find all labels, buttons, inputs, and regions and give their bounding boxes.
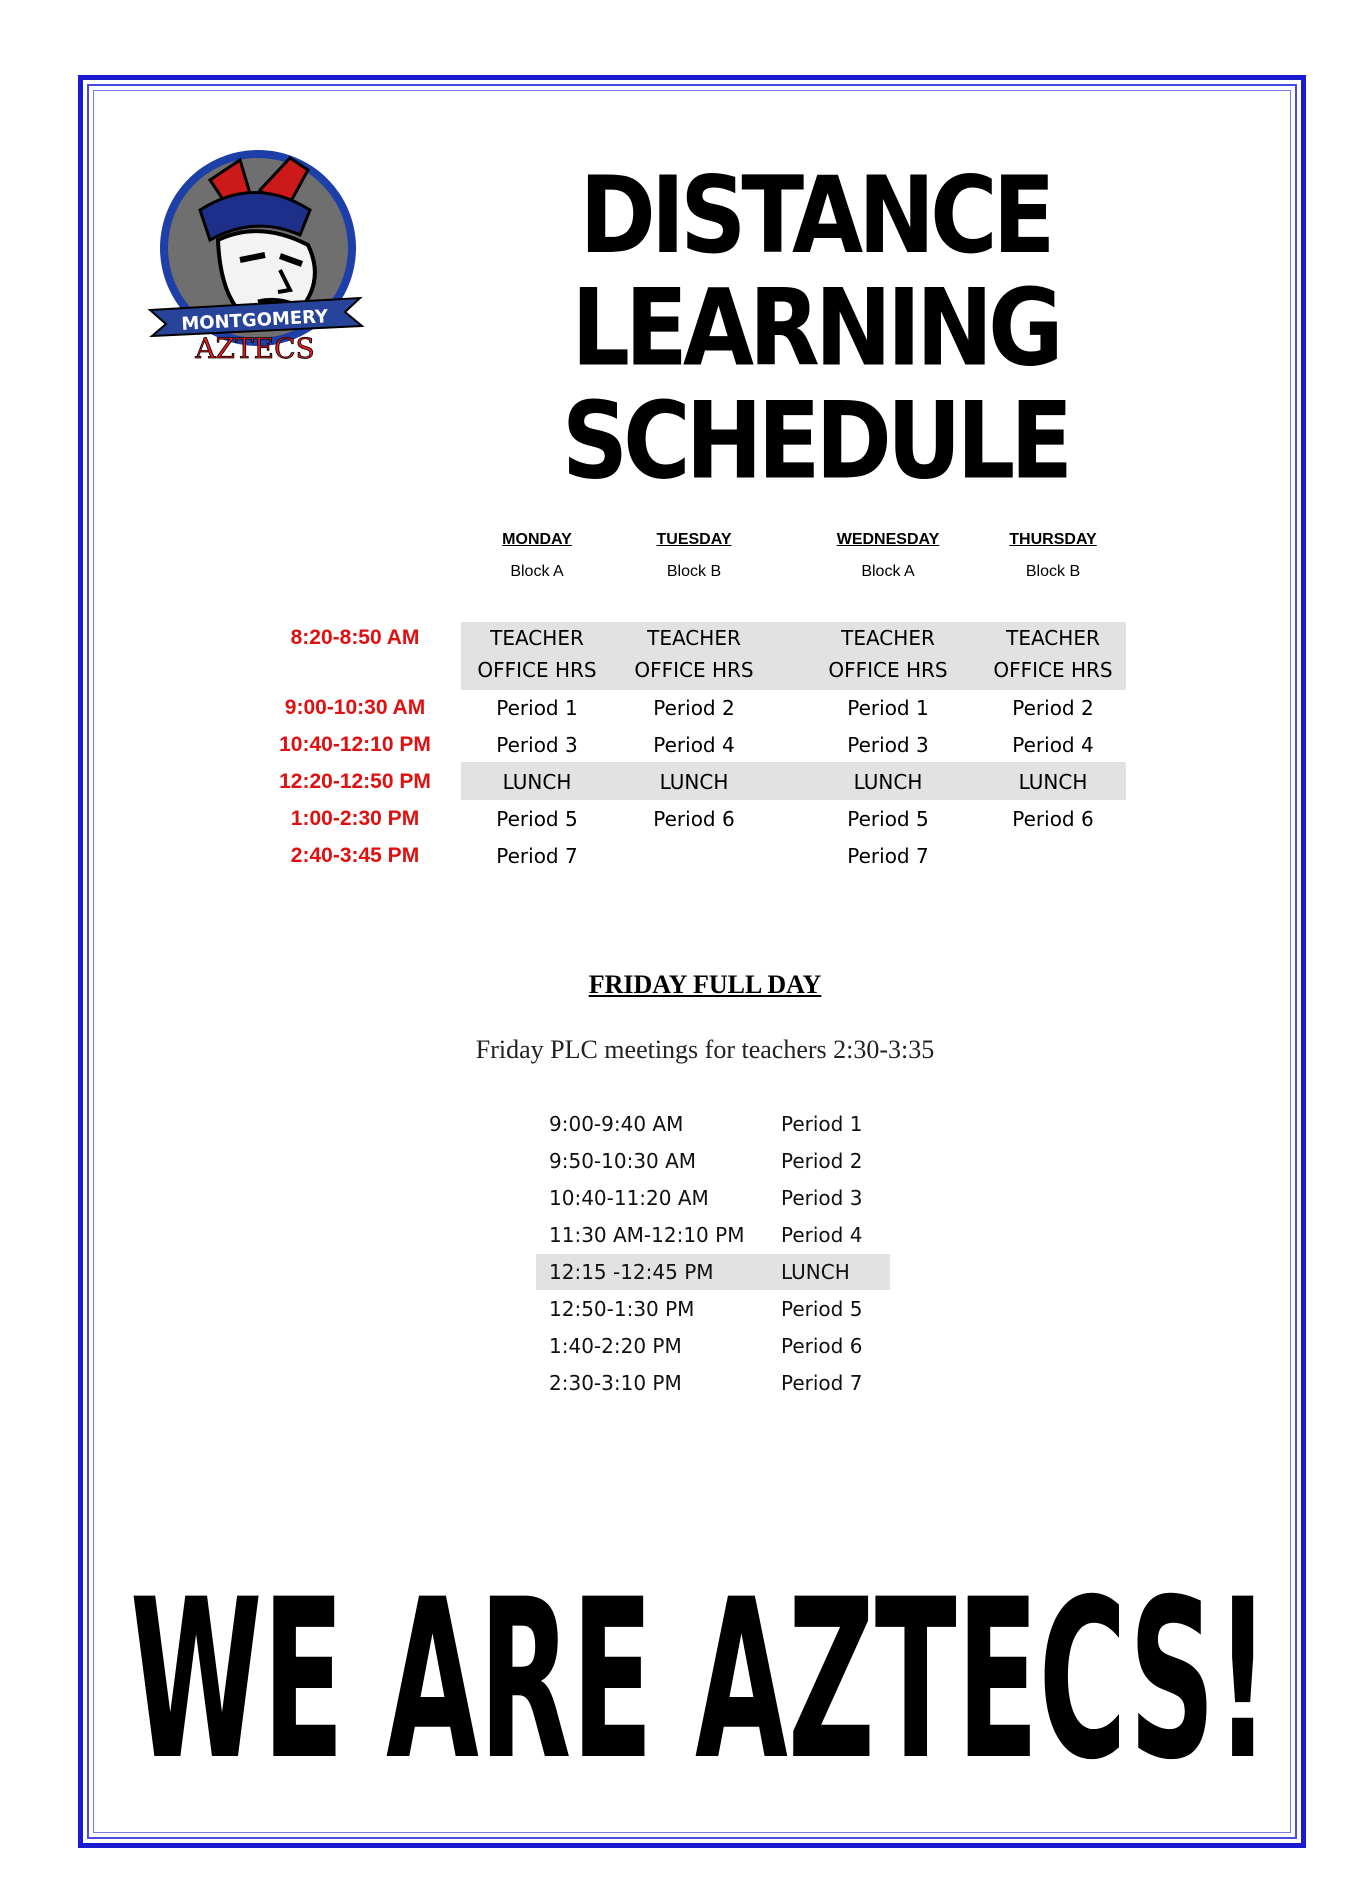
cell-monday-office-hrs: TEACHER OFFICE HRS	[477, 626, 597, 682]
column-header-wednesday	[803, 524, 973, 588]
cell-tuesday-office-hrs: TEACHER OFFICE HRS	[634, 626, 754, 682]
time-label: 1:00-2:30 PM	[290, 807, 420, 830]
friday-time: 10:40-11:20 AM	[549, 1186, 709, 1210]
page-title	[400, 154, 1230, 503]
friday-time: 11:30 AM-12:10 PM	[549, 1223, 745, 1247]
friday-time: 9:00-9:40 AM	[549, 1112, 684, 1136]
day-label: MONDAY	[502, 531, 572, 548]
cell-monday-lunch: LUNCH	[502, 770, 572, 794]
day-label: THURSDAY	[1009, 531, 1097, 548]
cell-thursday: Period 2	[1012, 696, 1094, 720]
cell-monday: Period 1	[496, 696, 578, 720]
friday-time: 1:40-2:20 PM	[549, 1334, 682, 1358]
aztec-mascot-icon	[140, 140, 370, 370]
cell-tuesday: Period 2	[653, 696, 735, 720]
friday-period: Period 6	[781, 1334, 863, 1358]
cell-wednesday: Period 1	[847, 696, 929, 720]
friday-period: Period 2	[781, 1149, 863, 1173]
logo-text-top: MONTGOMERY	[180, 306, 329, 335]
cell-tuesday: Period 6	[653, 807, 735, 831]
day-label: TUESDAY	[656, 531, 732, 548]
cell-wednesday: Period 3	[847, 733, 929, 757]
time-label: 8:20-8:50 AM	[290, 626, 420, 649]
time-label: 9:00-10:30 AM	[284, 696, 426, 719]
time-label: 10:40-12:10 PM	[279, 733, 431, 756]
block-label: Block B	[1025, 563, 1081, 580]
cell-thursday: Period 6	[1012, 807, 1094, 831]
column-header-thursday	[978, 524, 1128, 588]
block-label: Block B	[666, 563, 722, 580]
cell-wednesday-office-hrs: TEACHER OFFICE HRS	[828, 626, 948, 682]
cell-monday: Period 3	[496, 733, 578, 757]
friday-plc-note: Friday PLC meetings for teachers 2:30-3:35	[475, 1035, 935, 1064]
cell-wednesday: Period 5	[847, 807, 929, 831]
title-line-1: DISTANCE LEARNING	[571, 154, 1059, 390]
cell-wednesday: Period 7	[847, 844, 929, 868]
logo-text-bottom: AZTECS	[195, 332, 315, 365]
column-header-monday	[462, 524, 612, 588]
title-line-2: SCHEDULE	[561, 379, 1069, 503]
cell-tuesday: Period 4	[653, 733, 735, 757]
friday-time: 9:50-10:30 AM	[549, 1149, 697, 1173]
friday-period: Period 7	[781, 1371, 863, 1395]
we-are-aztecs-banner	[125, 1560, 1275, 1790]
cell-thursday-office-hrs: TEACHER OFFICE HRS	[993, 626, 1113, 682]
time-label: 2:40-3:45 PM	[290, 844, 420, 867]
friday-time: 12:15 -12:45 PM	[549, 1260, 714, 1284]
friday-title: FRIDAY FULL DAY	[588, 970, 822, 999]
cell-monday: Period 5	[496, 807, 578, 831]
friday-period: Period 5	[781, 1297, 863, 1321]
cell-tuesday-lunch: LUNCH	[659, 770, 729, 794]
block-label: Block A	[510, 563, 564, 580]
friday-period: Period 1	[781, 1112, 863, 1136]
time-label: 12:20-12:50 PM	[279, 770, 431, 793]
column-header-tuesday	[619, 524, 769, 588]
day-label: WEDNESDAY	[836, 531, 940, 548]
cell-monday: Period 7	[496, 844, 578, 868]
cell-wednesday-lunch: LUNCH	[853, 770, 923, 794]
friday-period: Period 3	[781, 1186, 863, 1210]
cell-thursday: Period 4	[1012, 733, 1094, 757]
block-label: Block A	[861, 563, 915, 580]
cell-thursday-lunch: LUNCH	[1018, 770, 1088, 794]
banner-text: WE ARE AZTECS!	[130, 1560, 1270, 1790]
friday-time: 12:50-1:30 PM	[549, 1297, 695, 1321]
friday-period: Period 4	[781, 1223, 863, 1247]
friday-period: LUNCH	[781, 1260, 850, 1284]
friday-time: 2:30-3:10 PM	[549, 1371, 682, 1395]
